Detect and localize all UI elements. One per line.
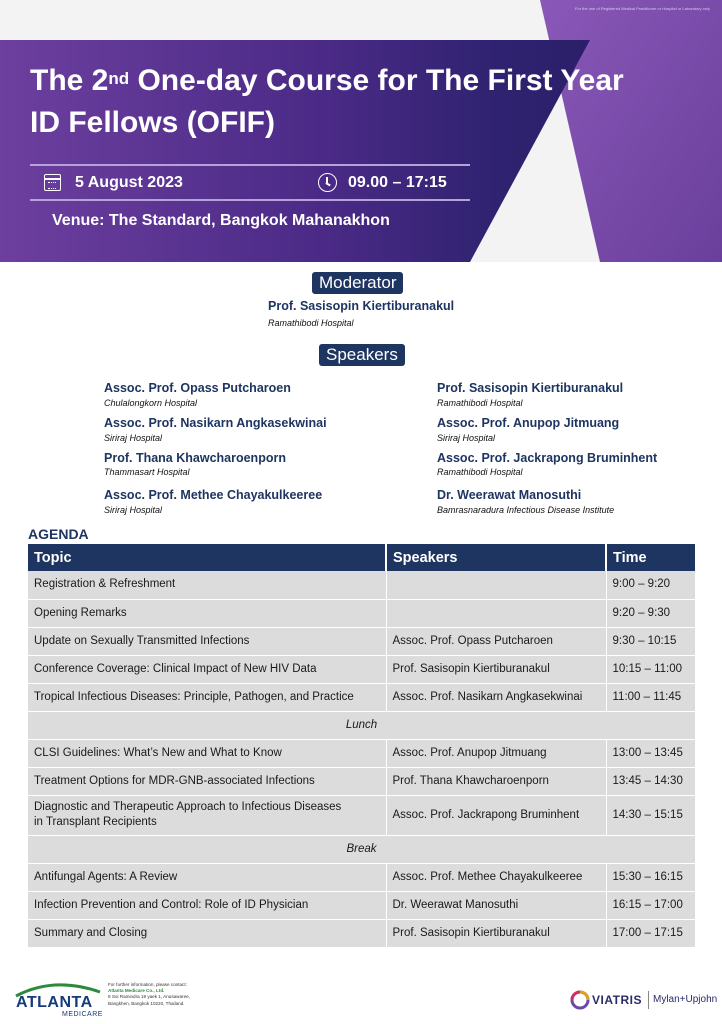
table-row	[28, 795, 695, 835]
topic-cell: Tropical Infectious Diseases: Principle, Pathogen, and Practice	[28, 683, 386, 711]
clock-icon	[318, 173, 337, 192]
speaker-affiliation: Thammasart Hospital	[104, 467, 190, 477]
divider-top	[30, 164, 470, 166]
break-row	[28, 711, 695, 739]
topic-cell: Treatment Options for MDR-GNB-associated Infections	[28, 767, 386, 795]
table-row	[28, 599, 695, 627]
table-row	[28, 655, 695, 683]
table-row	[28, 891, 695, 919]
logo-separator	[648, 991, 649, 1009]
speaker-affiliation: Ramathibodi Hospital	[437, 467, 523, 477]
time-cell: 16:15 – 17:00	[606, 891, 695, 919]
speaker-cell: Prof. Thana Khawcharoenporn	[386, 767, 606, 795]
speaker-cell: Assoc. Prof. Nasikarn Angkasekwinai	[386, 683, 606, 711]
speaker-cell: Assoc. Prof. Anupop Jitmuang	[386, 739, 606, 767]
speaker-cell	[386, 571, 606, 599]
break-row	[28, 835, 695, 863]
atlanta-medicare-logo	[14, 980, 104, 1020]
speaker-cell: Dr. Weerawat Manosuthi	[386, 891, 606, 919]
topic-cell: Conference Coverage: Clinical Impact of New HIV Data	[28, 655, 386, 683]
speaker-affiliation: Chulalongkorn Hospital	[104, 398, 198, 408]
moderator-affiliation: Ramathibodi Hospital	[268, 318, 354, 328]
contact-address-line: 8 Soi Ramindra 19 yaek 1, Anusawaree,	[108, 994, 190, 1000]
agenda-heading: AGENDA	[28, 526, 89, 542]
contact-company: Atlanta Medicare Co., Ltd.	[108, 988, 165, 994]
event-venue: Venue: The Standard, Bangkok Mahanakhon	[52, 212, 390, 229]
partner-wordmark: Mylan+Upjohn	[653, 994, 718, 1005]
contact-address-line: Bangkhen, Bangkok 10220, Thailand.	[108, 1000, 185, 1006]
speaker-affiliation: Siriraj Hospital	[104, 505, 163, 515]
table-row	[28, 683, 695, 711]
topic-cell: Registration & Refreshment	[28, 571, 386, 599]
speaker-cell: Assoc. Prof. Methee Chayakulkeeree	[386, 863, 606, 891]
speaker-affiliation: Siriraj Hospital	[437, 433, 496, 443]
speakers-heading: Speakers	[319, 344, 405, 366]
speaker-cell: Assoc. Prof. Opass Putcharoen	[386, 627, 606, 655]
time-cell: 10:15 – 11:00	[606, 655, 695, 683]
moderator-name: Prof. Sasisopin Kiertiburanakul	[268, 299, 455, 313]
topic-cell: Opening Remarks	[28, 599, 386, 627]
time-cell: 11:00 – 11:45	[606, 683, 695, 711]
table-row	[28, 919, 695, 947]
table-row	[28, 739, 695, 767]
time-cell: 14:30 – 15:15	[606, 795, 695, 835]
header-banner	[0, 0, 722, 262]
break-cell: Lunch	[28, 711, 695, 739]
speaker-cell	[386, 599, 606, 627]
date-time-row	[40, 172, 470, 196]
time-cell: 13:45 – 14:30	[606, 767, 695, 795]
topic-cell: Summary and Closing	[28, 919, 386, 947]
topic-cell	[28, 795, 386, 835]
agenda-table	[28, 544, 695, 948]
divider-bottom	[30, 199, 470, 201]
speaker-name: Assoc. Prof. Anupop Jitmuang	[437, 416, 620, 430]
column-header-topic: Topic	[28, 544, 386, 571]
speaker-cell: Prof. Sasisopin Kiertiburanakul	[386, 919, 606, 947]
title-line-2: ID Fellows (OFIF)	[30, 106, 275, 139]
legal-notice: For the use of Registered Medical Practitioner or Hospital or Laboratory only	[575, 6, 710, 11]
time-cell: 9:00 – 9:20	[606, 571, 695, 599]
title-part: The 2	[30, 64, 109, 97]
table-row	[28, 571, 695, 599]
title-superscript: nd	[108, 69, 130, 88]
table-row	[28, 767, 695, 795]
column-header-speakers: Speakers	[386, 544, 606, 571]
title-part: One-day Course for The First Year	[129, 64, 624, 97]
topic-line: Diagnostic and Therapeutic Approach to Infectious Diseases	[34, 801, 342, 813]
topic-cell: CLSI Guidelines: What’s New and What to Know	[28, 739, 386, 767]
speaker-name: Assoc. Prof. Opass Putcharoen	[104, 381, 291, 395]
speaker-cell: Assoc. Prof. Jackrapong Bruminhent	[386, 795, 606, 835]
speaker-name: Prof. Sasisopin Kiertiburanakul	[437, 381, 624, 395]
speaker-affiliation: Siriraj Hospital	[104, 433, 163, 443]
speaker-affiliation: Ramathibodi Hospital	[437, 398, 523, 408]
speaker-name: Dr. Weerawat Manosuthi	[437, 488, 582, 502]
viatris-wordmark: VIATRIS	[592, 993, 642, 1007]
contact-info	[108, 982, 248, 1007]
time-cell: 15:30 – 16:15	[606, 863, 695, 891]
table-row	[28, 627, 695, 655]
speaker-cell: Prof. Sasisopin Kiertiburanakul	[386, 655, 606, 683]
time-cell: 17:00 – 17:15	[606, 919, 695, 947]
page-title	[30, 60, 670, 144]
atlanta-subtitle: MEDICARE	[62, 1011, 103, 1018]
time-cell: 9:30 – 10:15	[606, 627, 695, 655]
topic-cell: Antifungal Agents: A Review	[28, 863, 386, 891]
event-time: 09.00 – 17:15	[348, 174, 447, 191]
viatris-emblem-icon	[570, 990, 590, 1010]
event-date: 5 August 2023	[75, 174, 183, 191]
agenda-header-row	[28, 544, 695, 571]
calendar-icon	[44, 174, 61, 191]
speaker-name: Prof. Thana Khawcharoenporn	[104, 451, 286, 465]
topic-cell: Update on Sexually Transmitted Infections	[28, 627, 386, 655]
speaker-affiliation: Bamrasnaradura Infectious Disease Institute	[437, 505, 615, 515]
atlanta-wordmark: ATLANTA	[16, 994, 93, 1011]
time-cell: 9:20 – 9:30	[606, 599, 695, 627]
contact-intro: For further information, please contact:	[108, 982, 187, 987]
time-cell: 13:00 – 13:45	[606, 739, 695, 767]
topic-cell: Infection Prevention and Control: Role of ID Physician	[28, 891, 386, 919]
moderator-heading: Moderator	[312, 272, 403, 294]
break-cell: Break	[28, 835, 695, 863]
footer	[0, 962, 722, 1024]
speaker-name: Assoc. Prof. Methee Chayakulkeeree	[104, 488, 323, 502]
column-header-time: Time	[606, 544, 695, 571]
table-row	[28, 863, 695, 891]
speaker-name: Assoc. Prof. Nasikarn Angkasekwinai	[104, 416, 327, 430]
speaker-name: Assoc. Prof. Jackrapong Bruminhent	[437, 451, 658, 465]
topic-line: in Transplant Recipients	[34, 816, 157, 828]
